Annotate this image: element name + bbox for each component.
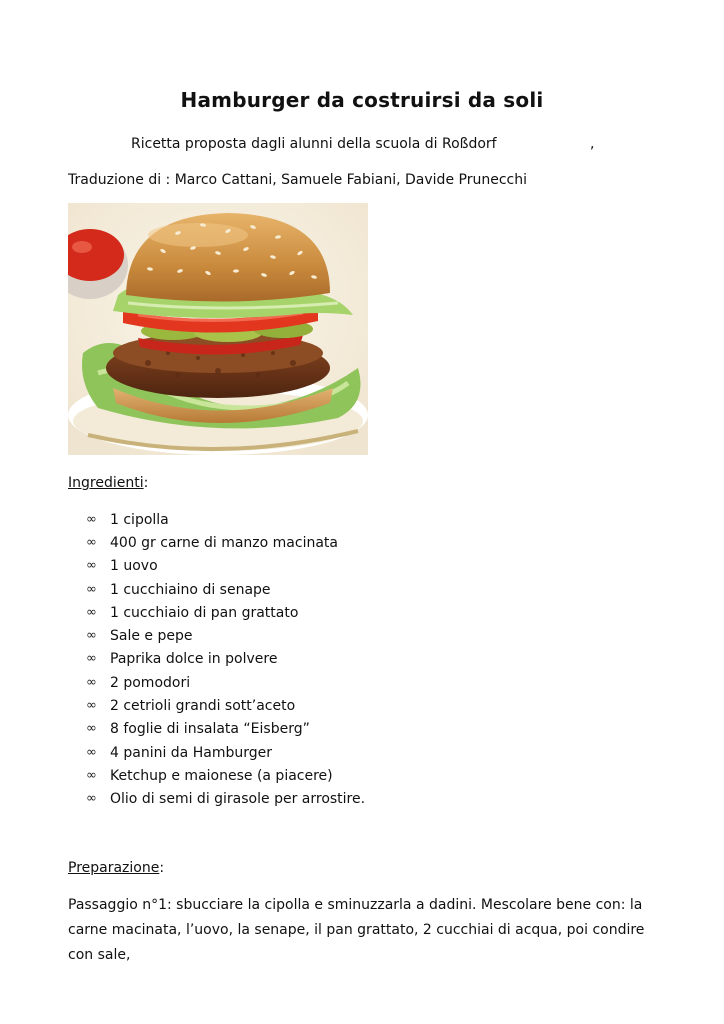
preparation-heading-label: Preparazione bbox=[68, 860, 160, 876]
infinity-bullet-icon: ∞ bbox=[86, 698, 97, 714]
infinity-bullet-icon: ∞ bbox=[86, 511, 97, 527]
infinity-bullet-icon: ∞ bbox=[86, 791, 97, 807]
list-item: ∞ Olio di semi di girasole per arrostire. bbox=[86, 791, 366, 808]
preparation-step-1: Passaggio n°1: sbucciare la cipolla e sminuzzarla a dadini. Mescolare bene con: la carne macinata, l’uovo, la senape, il pan grattato, 2 cucchiai di acqua, poi condire con sale, bbox=[68, 897, 645, 963]
list-item: ∞ 2 cetrioli grandi sott’aceto bbox=[86, 698, 296, 715]
document-title: Hamburger da costruirsi da soli bbox=[180, 88, 544, 112]
list-item: ∞ Sale e pepe bbox=[86, 628, 193, 645]
list-item: ∞ Paprika dolce in polvere bbox=[86, 651, 278, 668]
infinity-bullet-icon: ∞ bbox=[86, 674, 97, 690]
infinity-bullet-icon: ∞ bbox=[86, 581, 97, 597]
translators-line: Traduzione di : Marco Cattani, Samuele Fabiani, Davide Prunecchi bbox=[68, 172, 527, 188]
list-item: ∞ 1 cucchiaio di pan grattato bbox=[86, 604, 299, 621]
subtitle: Ricetta proposta dagli alunni della scuola di Roßdorf bbox=[131, 136, 497, 152]
infinity-bullet-icon: ∞ bbox=[86, 628, 97, 644]
infinity-bullet-icon: ∞ bbox=[86, 744, 97, 760]
ingredients-list bbox=[86, 508, 365, 811]
preparation-heading bbox=[68, 860, 164, 876]
ingredients-heading bbox=[68, 475, 148, 491]
list-item: ∞ 8 foglie di insalata “Eisberg” bbox=[86, 721, 310, 738]
list-item: ∞ 2 pomodori bbox=[86, 674, 191, 691]
list-item: ∞ 1 uovo bbox=[86, 558, 158, 575]
infinity-bullet-icon: ∞ bbox=[86, 721, 97, 737]
list-item: ∞ Ketchup e maionese (a piacere) bbox=[86, 767, 333, 784]
list-item: ∞ 1 cucchiaino di senape bbox=[86, 581, 271, 598]
infinity-bullet-icon: ∞ bbox=[86, 767, 97, 783]
ingredients-heading-colon: : bbox=[143, 475, 149, 491]
hamburger-photo bbox=[68, 203, 368, 455]
ingredients-heading-label: Ingredienti bbox=[68, 475, 144, 491]
subtitle-comma: , bbox=[590, 136, 595, 152]
infinity-bullet-icon: ∞ bbox=[86, 651, 97, 667]
infinity-bullet-icon: ∞ bbox=[86, 604, 97, 620]
infinity-bullet-icon: ∞ bbox=[86, 534, 97, 550]
infinity-bullet-icon: ∞ bbox=[86, 558, 97, 574]
list-item: ∞ 400 gr carne di manzo macinata bbox=[86, 534, 338, 551]
list-item: ∞ 1 cipolla bbox=[86, 511, 169, 528]
preparation-heading-colon: : bbox=[159, 860, 165, 876]
list-item: ∞ 4 panini da Hamburger bbox=[86, 744, 272, 761]
